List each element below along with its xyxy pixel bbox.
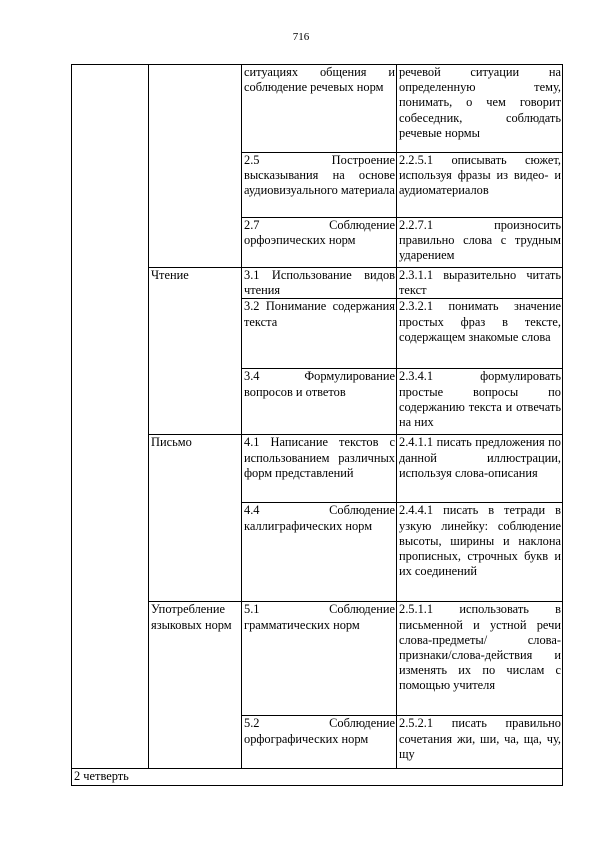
goal-cell: 5.2 Соблюдение орфографических норм	[242, 716, 397, 769]
outcome-cell: 2.5.2.1 писать правильно сочетания жи, ши, ча, ща, чу, щу	[397, 716, 563, 769]
table-row-quarter	[72, 769, 563, 786]
quarter-label: 2 четверть	[72, 769, 563, 786]
outcome-cell: речевой ситуации на определенную тему, понимать, о чем говорит собеседник, соблюдать речевые нормы	[397, 65, 563, 153]
goal-cell: 2.5 Построение высказывания на основе аудиовизуального материала	[242, 153, 397, 218]
section-cell-writing: Письмо	[149, 435, 242, 602]
outcome-cell: 2.4.1.1 писать предложения по данной иллюстрации, используя слова-описания	[397, 435, 563, 503]
section-cell-reading: Чтение	[149, 268, 242, 435]
curriculum-table	[71, 64, 563, 786]
page-number: 716	[292, 31, 310, 43]
section-cell-language: Употребление языковых норм	[149, 602, 242, 769]
section-cell-speaking	[149, 65, 242, 268]
column-quarter-empty	[72, 65, 149, 769]
outcome-cell: 2.5.1.1 использовать в письменной и устной речи слова-предметы/ слова-признаки/слова-действия и изменять их по числам с помощью учителя	[397, 602, 563, 716]
goal-cell: 5.1 Соблюдение грамматических норм	[242, 602, 397, 716]
goal-cell: 4.4 Соблюдение каллиграфических норм	[242, 503, 397, 602]
outcome-cell: 2.4.4.1 писать в тетради в узкую линейку: соблюдение высоты, ширины и наклона прописных, строчных букв и их соединений	[397, 503, 563, 602]
goal-cell: 3.1 Использование видов чтения	[242, 268, 397, 299]
goal-cell: 3.2 Понимание содержания текста	[242, 299, 397, 369]
outcome-cell: 2.3.1.1 выразительно читать текст	[397, 268, 563, 299]
goal-cell: 4.1 Написание текстов с использованием различных форм представлений	[242, 435, 397, 503]
outcome-cell: 2.3.2.1 понимать значение простых фраз в тексте, содержащем знакомые слова	[397, 299, 563, 369]
table-row	[72, 65, 563, 153]
goal-cell: 3.4 Формулирование вопросов и ответов	[242, 369, 397, 435]
goal-cell: ситуациях общения и соблюдение речевых норм	[242, 65, 397, 153]
outcome-cell: 2.3.4.1 формулировать простые вопросы по содержанию текста и отвечать на них	[397, 369, 563, 435]
goal-cell: 2.7 Соблюдение орфоэпических норм	[242, 218, 397, 268]
outcome-cell: 2.2.7.1 произносить правильно слова с трудным ударением	[397, 218, 563, 268]
outcome-cell: 2.2.5.1 описывать сюжет, используя фразы из видео- и аудиоматериалов	[397, 153, 563, 218]
